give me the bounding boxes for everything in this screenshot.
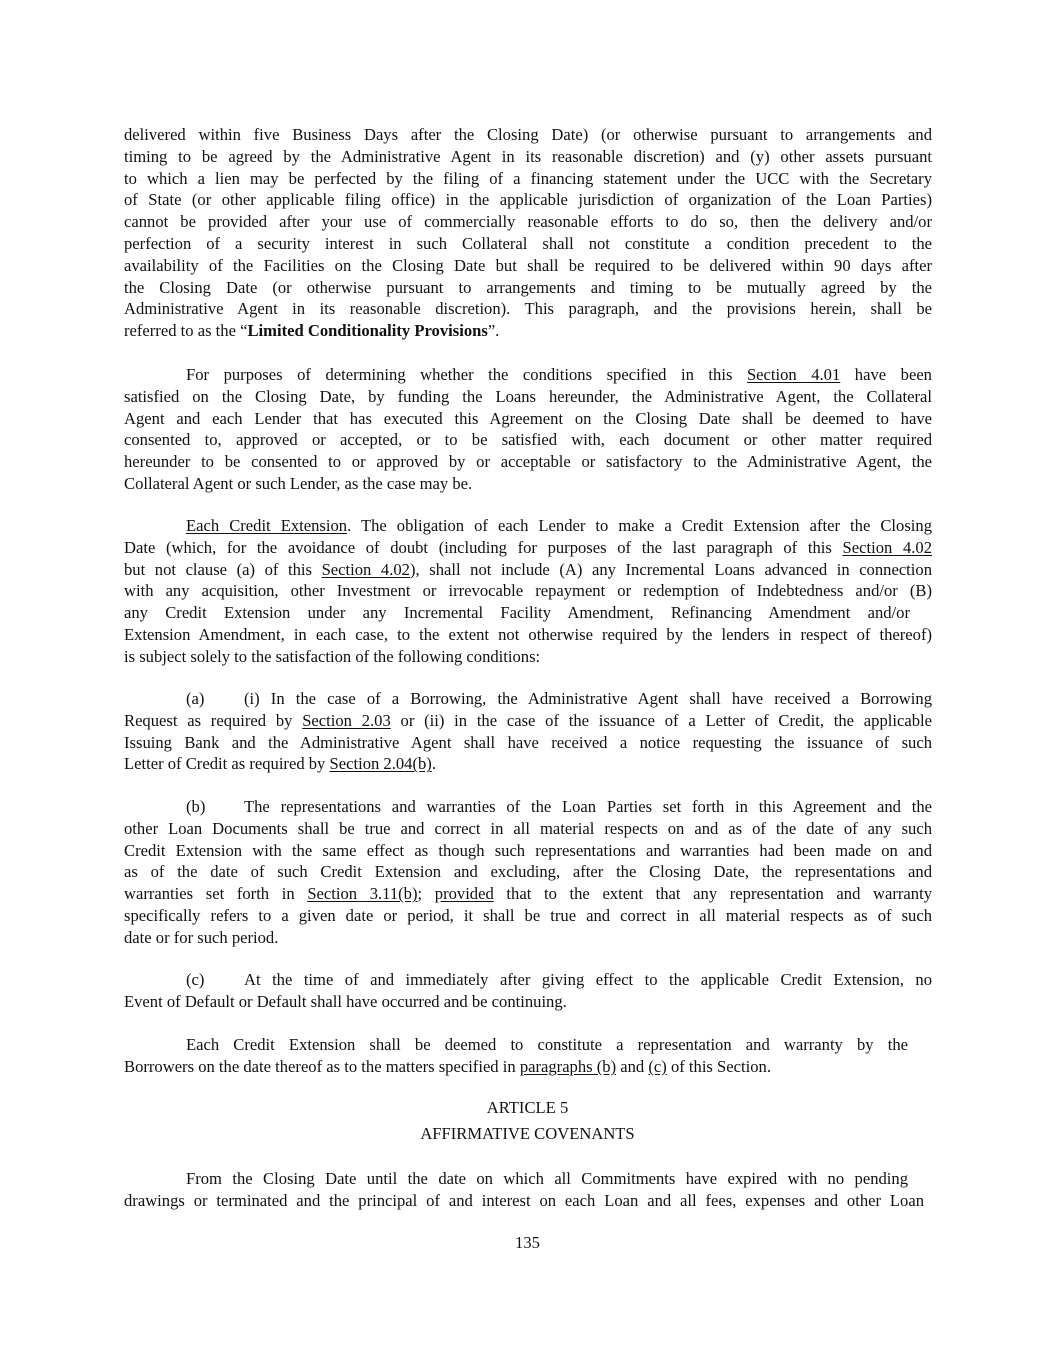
article-title: AFFIRMATIVE COVENANTS [420,1124,635,1143]
section-reference-link[interactable]: Section 4.02 [321,559,410,579]
text-line: specifically refers to a given date or period, it shall be true and correct in all material respects as of such [124,905,932,925]
text-line: Extension Amendment, in each case, to the extent not otherwise required by the lenders in respect of thereof) [124,624,932,644]
text-line: to which a lien may be perfected by the filing of a financing statement under the UCC with the Secretary [124,168,932,188]
section-reference-link[interactable]: Section 4.02 [842,537,932,557]
text-line: consented to, approved or accepted, or to be satisfied with, each document or other matter required [124,430,932,450]
text-line: satisfied on the Closing Date, by funding the Loans hereunder, the Administrative Agent, the Collateral [124,386,932,406]
text-line: timing to be agreed by the Administrative Agent in its reasonable discretion) and (y) other assets pursuant [124,146,932,166]
text-line: cannot be provided after your use of commercially reasonable efforts to do so, then the delivery and/or [124,212,932,232]
text-line: perfection of a security interest in such Collateral shall not constitute a condition precedent to the [124,233,932,253]
proviso-term: provided [434,884,494,904]
text-line: Borrowers on the date thereof as to the matters specified in paragraphs (b) and (c) of this Section. [124,1056,771,1076]
text-line: (c) At the time of and immediately after giving effect to the applicable Credit Extension, no [186,970,932,989]
text-line: Date (which, for the avoidance of doubt (including for purposes of the last paragraph of this Section 4.02 [124,537,932,557]
paragraph-conditions-satisfied [124,364,932,495]
section-reference-link[interactable]: Section 2.04(b) [329,754,432,774]
text-line: Credit Extension with the same effect as though such representations and warranties had been made on and [124,840,932,860]
paragraph-clause-c [124,969,932,1013]
text-line: (b) The representations and warranties of the Loan Parties set forth in this Agreement and the [186,797,932,816]
section-reference-link[interactable]: Section 3.11(b) [307,884,418,904]
section-reference-link[interactable]: Section 2.03 [302,710,391,730]
text-line: warranties set forth in Section 3.11(b); provided that to the extent that any representation and warranty [124,884,933,904]
paragraph-reference-link[interactable]: (c) [648,1056,667,1076]
article-number: ARTICLE 5 [486,1098,569,1117]
clause-label: (a) [186,689,205,708]
text-line: is subject solely to the satisfaction of the following conditions: [124,646,541,666]
text-line: (a) (i) In the case of a Borrowing, the Administrative Agent shall have received a Borrowing [186,689,932,708]
text-line: Agent and each Lender that has executed this Agreement on the Closing Date shall be deemed to have [124,408,932,428]
text-line: other Loan Documents shall be true and correct in all material respects on and as of the date of any such [124,818,932,838]
text-line: From the Closing Date until the date on which all Commitments have expired with no pending [186,1169,908,1188]
paragraph-deemed-representation [124,1034,932,1078]
text-line: as of the date of such Credit Extension and excluding, after the Closing Date, the representations and [124,862,932,882]
text-line: but not clause (a) of this Section 4.02), shall not include (A) any Incremental Loans advanced in connection [124,559,932,579]
paragraph-clause-b [124,796,932,949]
clause-label: (b) [186,797,206,816]
text-line: Administrative Agent in its reasonable discretion). This paragraph, and the provisions herein, shall be [124,299,932,319]
paragraph-reference-link[interactable]: paragraphs (b) [519,1056,617,1076]
text-line: Event of Default or Default shall have occurred and be continuing. [124,991,567,1011]
text-line: referred to as the “Limited Conditionality Provisions”. [124,321,500,341]
text-line: delivered within five Business Days after the Closing Date) (or otherwise pursuant to arrangements and [124,125,932,144]
page-number: 135 [515,1233,540,1252]
text-line: Each Credit Extension. The obligation of each Lender to make a Credit Extension after the Closing [186,516,932,535]
text-line: For purposes of determining whether the conditions specified in this Section 4.01 have been [186,365,932,384]
text-line: Each Credit Extension shall be deemed to constitute a representation and warranty by the [186,1035,908,1054]
paragraph-clause-a [124,688,932,775]
text-line: of State (or other applicable filing office) in the applicable jurisdiction of organization of the Loan Parties) [124,190,932,210]
text-line: drawings or terminated and the principal of and interest on each Loan and all fees, expenses and other Loan [124,1190,924,1210]
defined-term: Limited Conditionality Provisions [247,321,488,341]
text-line: any Credit Extension under any Incremental Facility Amendment, Refinancing Amendment and/or [124,603,910,623]
text-line: Issuing Bank and the Administrative Agent shall have received a notice requesting the issuance of such [124,732,932,752]
section-heading: Each Credit Extension [186,516,348,535]
text-line: availability of the Facilities on the Closing Date but shall be required to be delivered within 90 days after [124,255,932,275]
text-line: Collateral Agent or such Lender, as the case may be. [124,473,473,493]
text-line: Request as required by Section 2.03 or (ii) in the case of the issuance of a Letter of Credit, the applicable [124,710,932,730]
text-line: the Closing Date (or otherwise pursuant to arrangements and timing to be mutually agreed by the [124,277,932,297]
text-line: Letter of Credit as required by Section 2.04(b). [124,754,436,774]
text-line: date or for such period. [124,927,279,947]
text-line: hereunder to be consented to or approved by or acceptable or satisfactory to the Administrative Agent, the [124,452,932,472]
text-line: with any acquisition, other Investment or irrevocable repayment or redemption of Indebtedness and/or (B) [124,581,932,601]
paragraph-each-credit-extension [124,515,932,668]
paragraph-affirmative-covenants-intro [124,1168,932,1212]
clause-label: (c) [186,970,205,989]
paragraph-limited-conditionality [124,124,932,342]
section-reference-link[interactable]: Section 4.01 [746,365,841,384]
